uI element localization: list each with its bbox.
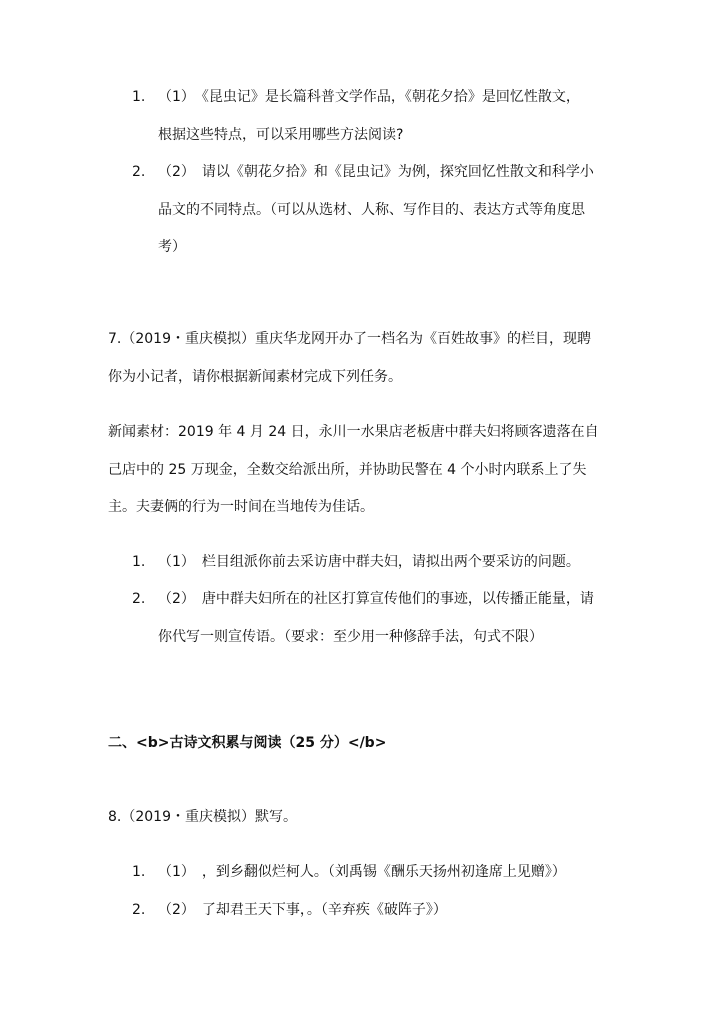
q6-item-2-line-1: （2） 请以《朝花夕拾》和《昆虫记》为例，探究回忆性散文和科学小	[158, 164, 594, 180]
list-number: 2.	[132, 164, 146, 180]
q6-item-1-line-1: （1） 《昆虫记》是长篇科普文学作品，《朝花夕拾》是回忆性散文，	[158, 89, 580, 105]
q7-material-line-3: 主。夫妻俩的行为一时间在当地传为佳话。	[108, 499, 374, 515]
q7-header-line-2: 你为小记者，请你根据新闻素材完成下列任务。	[108, 369, 402, 385]
q7-item-2-line-2: 你代写一则宣传语。（要求：至少用一种修辞手法，句式不限）	[158, 629, 543, 645]
q7-header-line-1: 7.（2019・重庆模拟）重庆华龙网开办了一档名为《百姓故事》的栏目，现聘	[108, 331, 591, 347]
section-heading: 二、<b>古诗文积累与阅读（25 分）</b>	[108, 735, 387, 751]
q6-item-1-line-2: 根据这些特点，可以采用哪些方法阅读?	[158, 127, 404, 143]
list-number: 2.	[132, 591, 146, 607]
q7-material-line-2: 己店中的 25 万现金，全数交给派出所，并协助民警在 4 个小时内联系上了失	[108, 462, 587, 478]
q6-item-2-line-3: 考）	[158, 239, 186, 255]
list-number: 1.	[132, 864, 146, 880]
q7-material-line-1: 新闻素材：2019 年 4 月 24 日，永川一水果店老板唐中群夫妇将顾客遗落在自	[108, 424, 599, 440]
list-number: 2.	[132, 902, 146, 918]
q7-item-1-line-1: （1） 栏目组派你前去采访唐中群夫妇，请拟出两个要采访的问题。	[158, 554, 580, 570]
q8-item-2-line-1: （2） 了却君王天下事，。（辛弃疾《破阵子》）	[158, 902, 447, 918]
list-number: 1.	[132, 554, 146, 570]
q7-item-2-line-1: （2） 唐中群夫妇所在的社区打算宣传他们的事迹，以传播正能量，请	[158, 591, 594, 607]
q6-item-2-line-2: 品文的不同特点。（可以从选材、人称、写作目的、表达方式等角度思	[158, 202, 585, 218]
list-number: 1.	[132, 89, 146, 105]
q8-item-1-line-1: （1） ，到乡翻似烂柯人。（刘禹锡《酬乐天扬州初逢席上见赠》）	[158, 864, 566, 880]
q8-header: 8.（2019・重庆模拟）默写。	[108, 809, 297, 825]
